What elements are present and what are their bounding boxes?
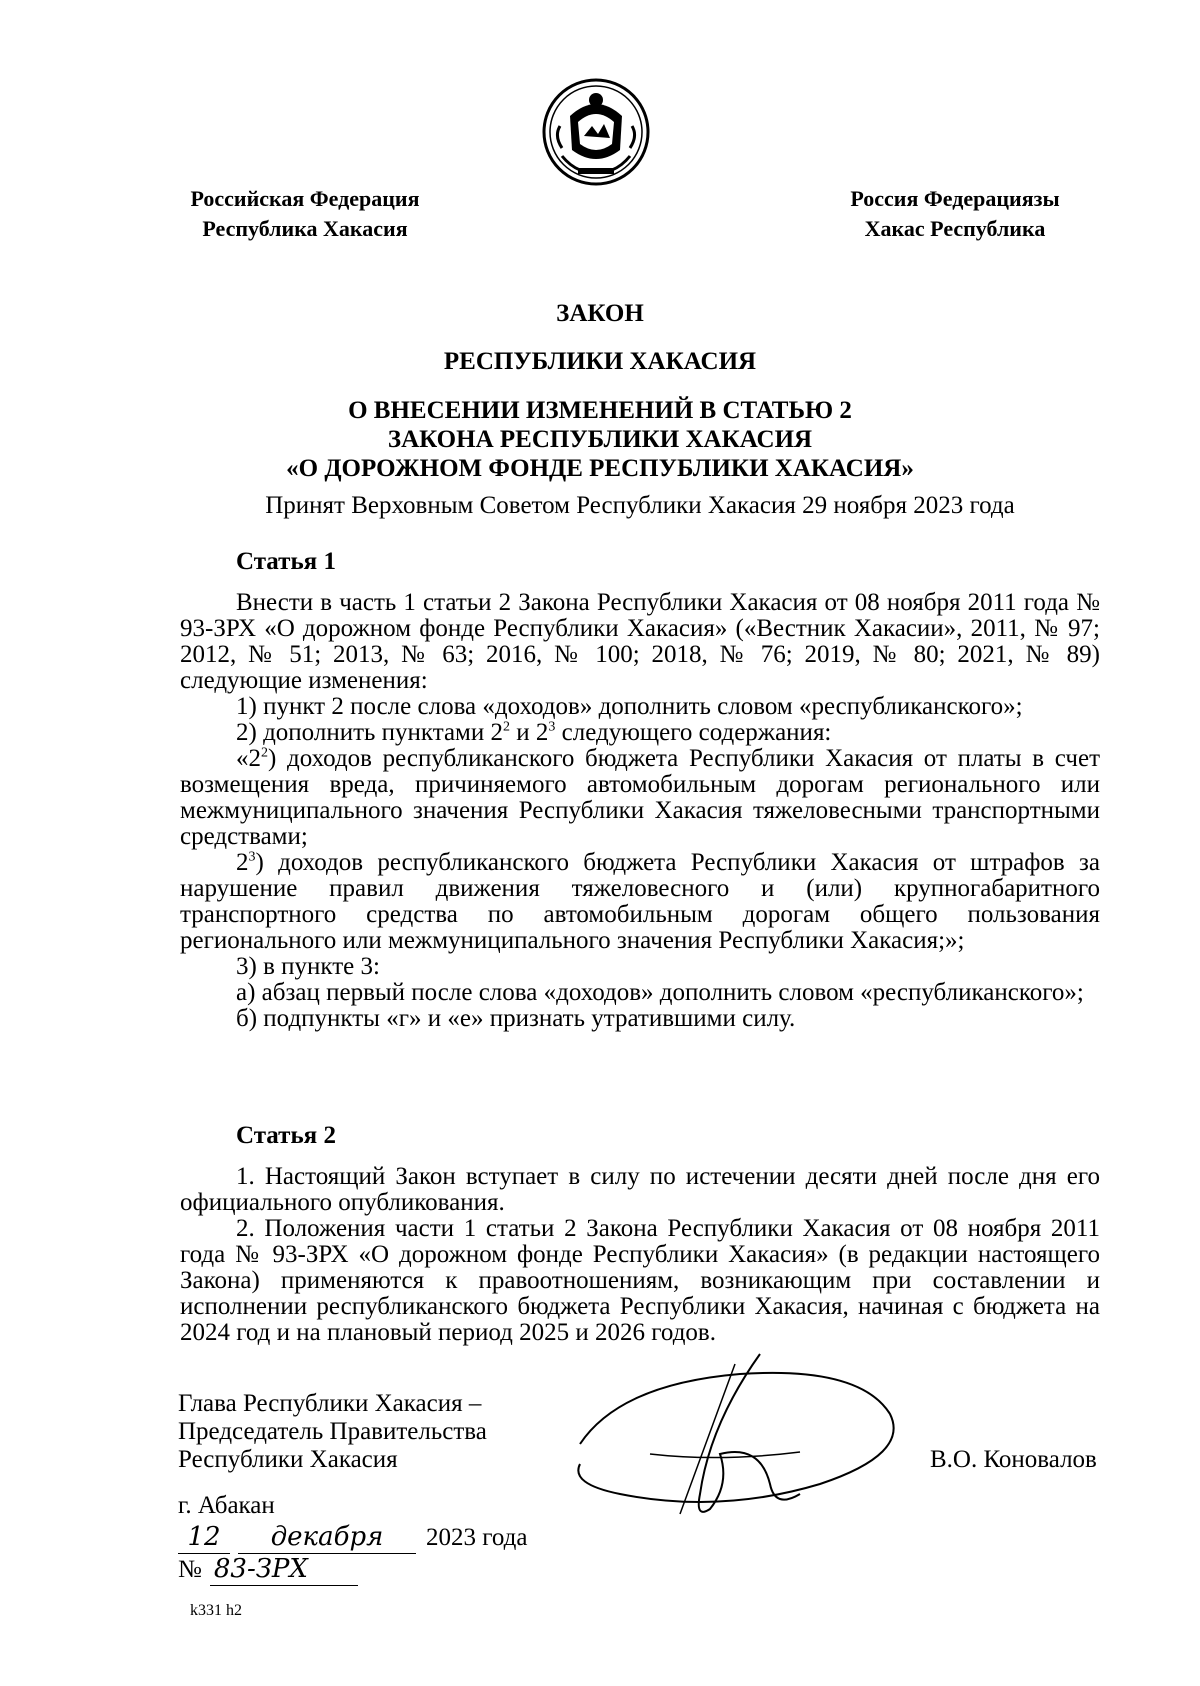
header-right-line2: Хакас Республика bbox=[864, 216, 1046, 241]
law-title bbox=[0, 396, 1200, 483]
signatory-name: В.О. Коновалов bbox=[930, 1446, 1097, 1473]
header-right-line1: Россия Федерациязы bbox=[850, 186, 1060, 211]
header-left-line2: Республика Хакасия bbox=[202, 216, 408, 241]
handwritten-number: 83-ЗРХ bbox=[210, 1553, 358, 1586]
date-row bbox=[178, 1522, 527, 1554]
point22-text-b: ) доходов республиканского бюджета Республики Хакасия от платы в счет возмещения вреда, причиняемого автомобильным дорогам регионального или межмуниципального значения Республики Хакасия тяжеловесными транспортными средствами; bbox=[180, 745, 1100, 850]
handwritten-signature bbox=[560, 1344, 920, 1524]
article2-body bbox=[180, 1164, 1100, 1346]
header-left-line1: Российская Федерация bbox=[190, 186, 420, 211]
place-and-date bbox=[178, 1490, 527, 1586]
signatory-line1: Глава Республики Хакасия – bbox=[178, 1390, 482, 1417]
coat-of-arms-emblem bbox=[540, 76, 652, 188]
handwritten-month: декабря bbox=[238, 1521, 416, 1554]
law-heading-line1: ЗАКОН bbox=[556, 300, 644, 327]
number-row bbox=[178, 1554, 527, 1586]
point22-sup: 2 bbox=[261, 745, 268, 761]
signatory-title bbox=[178, 1390, 487, 1474]
law-title-line3: «О ДОРОЖНОМ ФОНДЕ РЕСПУБЛИКИ ХАКАСИЯ» bbox=[286, 455, 914, 482]
point22-text-a: «2 bbox=[236, 745, 261, 772]
footer-code: k331 h2 bbox=[190, 1602, 242, 1619]
law-heading bbox=[0, 290, 1200, 386]
article1-point23 bbox=[180, 850, 1100, 954]
article1-item3a: а) абзац первый после слова «доходов» дополнить словом «республиканского»; bbox=[236, 979, 1084, 1006]
signatory-line3: Республики Хакасия bbox=[178, 1446, 398, 1473]
city: г. Абакан bbox=[178, 1492, 275, 1519]
point23-text-a: 2 bbox=[236, 849, 249, 876]
article1-item2 bbox=[180, 720, 1100, 746]
article1-point22 bbox=[180, 746, 1100, 850]
article1-item3: 3) в пункте 3: bbox=[236, 953, 380, 980]
handwritten-day: 12 bbox=[178, 1521, 230, 1554]
signatory-line2: Председатель Правительства bbox=[178, 1418, 487, 1445]
article1-heading: Статья 1 bbox=[236, 548, 336, 575]
header-left bbox=[150, 184, 460, 244]
article1-item1: 1) пункт 2 после слова «доходов» дополнить словом «республиканского»; bbox=[236, 693, 1023, 720]
article2-para1: 1. Настоящий Закон вступает в силу по истечении десяти дней после дня его официального опубликования. bbox=[180, 1163, 1100, 1216]
law-heading-line2: РЕСПУБЛИКИ ХАКАСИЯ bbox=[443, 348, 757, 375]
point23-sup: 3 bbox=[248, 849, 256, 865]
year-text: 2023 года bbox=[426, 1524, 528, 1551]
item2-sup2: 3 bbox=[548, 719, 556, 735]
article1-intro: Внести в часть 1 статьи 2 Закона Республики Хакасия от 08 ноября 2011 года № 93-ЗРХ «О дорожном фонде Республики Хакасия» («Вестник Хакасии», 2011, № 97; 2012, № 51; 2013, № 63; 2016, № 100; 2018, № 76; 2019, № 80; 2021, № 89) следующие изменения: bbox=[180, 589, 1100, 694]
item2-text-a: 2) дополнить пунктами 2 bbox=[236, 719, 504, 746]
city-row bbox=[178, 1490, 527, 1522]
point23-text-b: ) доходов республиканского бюджета Республики Хакасия от штрафов за нарушение правил движения тяжеловесного и (или) крупногабаритного транспортного средства по автомобильным дорогам общего пользования регионального или межмуниципального значения Республики Хакасия;»; bbox=[180, 849, 1100, 954]
item2-text-b: и 2 bbox=[510, 719, 549, 746]
number-label: № bbox=[178, 1556, 202, 1583]
adoption-note: Принят Верховным Советом Республики Хакасия 29 ноября 2023 года bbox=[265, 492, 1015, 519]
item2-text-c: следующего содержания: bbox=[555, 719, 832, 746]
header-right bbox=[800, 184, 1110, 244]
law-title-line1: О ВНЕСЕНИИ ИЗМЕНЕНИЙ В СТАТЬЮ 2 bbox=[348, 397, 852, 424]
item2-sup1: 2 bbox=[503, 719, 511, 735]
article2-heading: Статья 2 bbox=[236, 1122, 336, 1149]
article1-item3b: б) подпункты «г» и «е» признать утратившими силу. bbox=[236, 1005, 796, 1032]
article2-para2: 2. Положения части 1 статьи 2 Закона Республики Хакасия от 08 ноября 2011 года № 93-ЗРХ «О дорожном фонде Республики Хакасия» (в редакции настоящего Закона) применяются к правоотношениям, возникающим при составлении и исполнении республиканского бюджета Республики Хакасия, начиная с бюджета на 2024 год и на плановый период 2025 и 2026 годов. bbox=[180, 1215, 1100, 1346]
law-title-line2: ЗАКОНА РЕСПУБЛИКИ ХАКАСИЯ bbox=[387, 426, 813, 453]
article1-body bbox=[180, 590, 1100, 1032]
